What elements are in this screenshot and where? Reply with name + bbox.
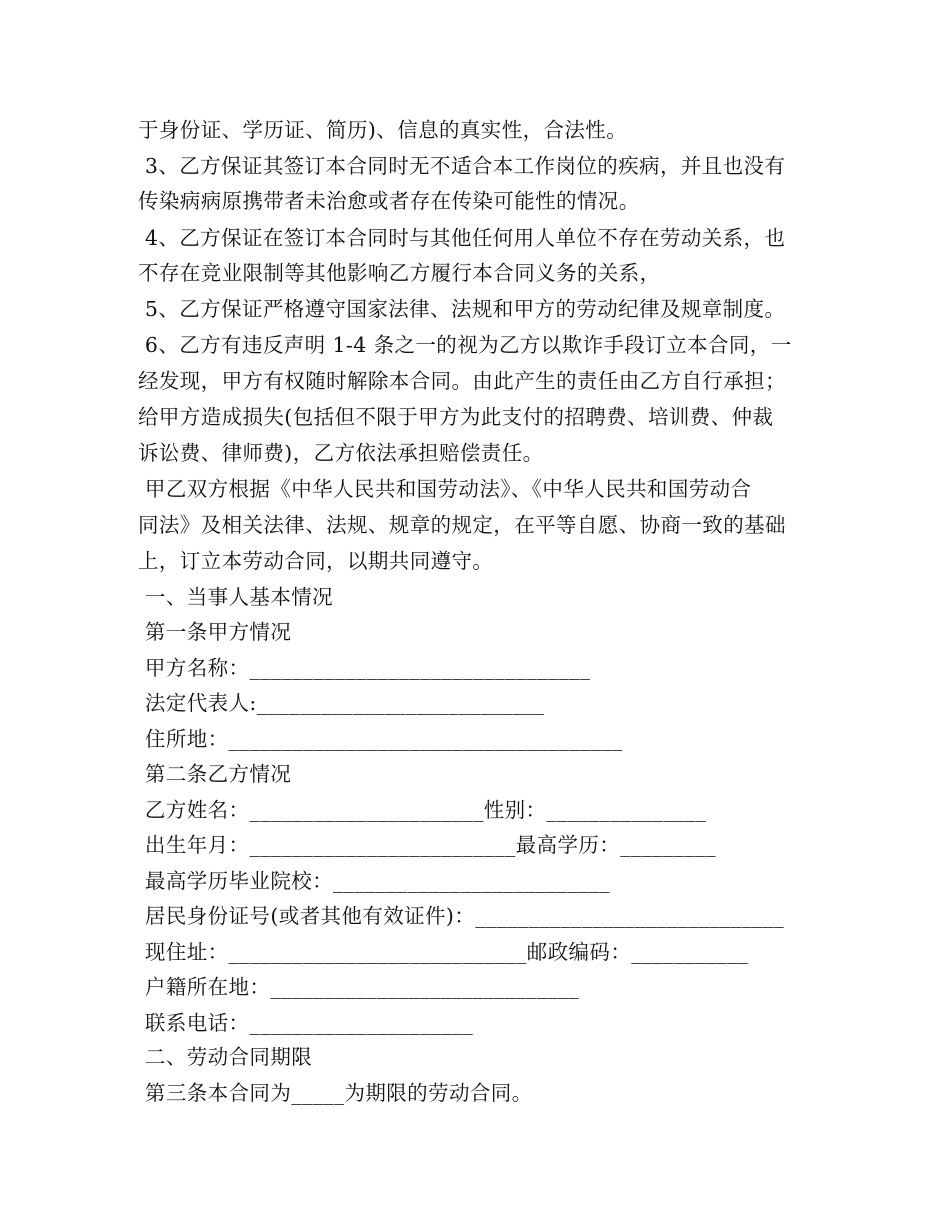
article-heading: 第一条甲方情况 [138,620,292,644]
text-line: 同法》及相关法律、法规、规章的规定，在平等自愿、协商一致的基础 [138,513,786,537]
section-heading: 一、当事人基本情况 [138,585,334,609]
text-line: 3、乙方保证其签订本合同时无不适合本工作岗位的疾病，并且也没有 [138,154,786,178]
article-heading: 第二条乙方情况 [138,762,292,786]
text-line: 诉讼费、律师费)，乙方依法承担赔偿责任。 [138,441,544,465]
text-line: 传染病病原携带者未治愈或者存在传染可能性的情况。 [138,189,640,213]
form-field-line: 最高学历毕业院校：__________________________ [138,869,610,893]
text-line: 4、乙方保证在签订本合同时与其他任何用人单位不存在劳动关系，也 [138,226,786,250]
text-line: 上，订立本劳动合同，以期共同遵守。 [138,549,494,573]
form-field-line: 户籍所在地：_____________________________ [138,975,580,999]
form-field-line: 联系电话：_____________________ [138,1011,474,1035]
form-field-line: 居民身份证号(或者其他有效证件)：_____________________________ [138,904,785,928]
text-line: 甲乙双方根据《中华人民共和国劳动法》、《中华人民共和国劳动合 [138,477,752,501]
form-field-line: 甲方名称：________________________________ [138,656,591,680]
article-line: 第三条本合同为_____为期限的劳动合同。 [138,1081,533,1105]
text-line: 于身份证、学历证、简历)、信息的真实性，合法性。 [138,118,628,142]
section-heading: 二、劳动合同期限 [138,1045,313,1069]
form-field-line: 住所地：_____________________________________ [138,727,623,751]
text-line: 6、乙方有违反声明 1-4 条之一的视为乙方以欺诈手段订立本合同，一 [138,333,792,357]
text-line: 不存在竞业限制等其他影响乙方履行本合同义务的关系， [138,261,661,285]
text-line: 5、乙方保证严格遵守国家法律、法规和甲方的劳动纪律及规章制度。 [138,297,786,321]
form-field-line: 法定代表人:___________________________ [138,691,545,715]
text-line: 经发现，甲方有权随时解除本合同。由此产生的责任由乙方自行承担； [138,369,786,393]
text-line: 给甲方造成损失(包括但不限于甲方为此支付的招聘费、培训费、仲裁 [138,405,774,429]
form-field-line: 出生年月：_________________________最高学历：_________ [138,833,717,857]
form-field-line: 现住址：____________________________邮政编码：___________ [138,940,749,964]
form-field-line: 乙方姓名：______________________性别：_______________ [138,798,707,822]
